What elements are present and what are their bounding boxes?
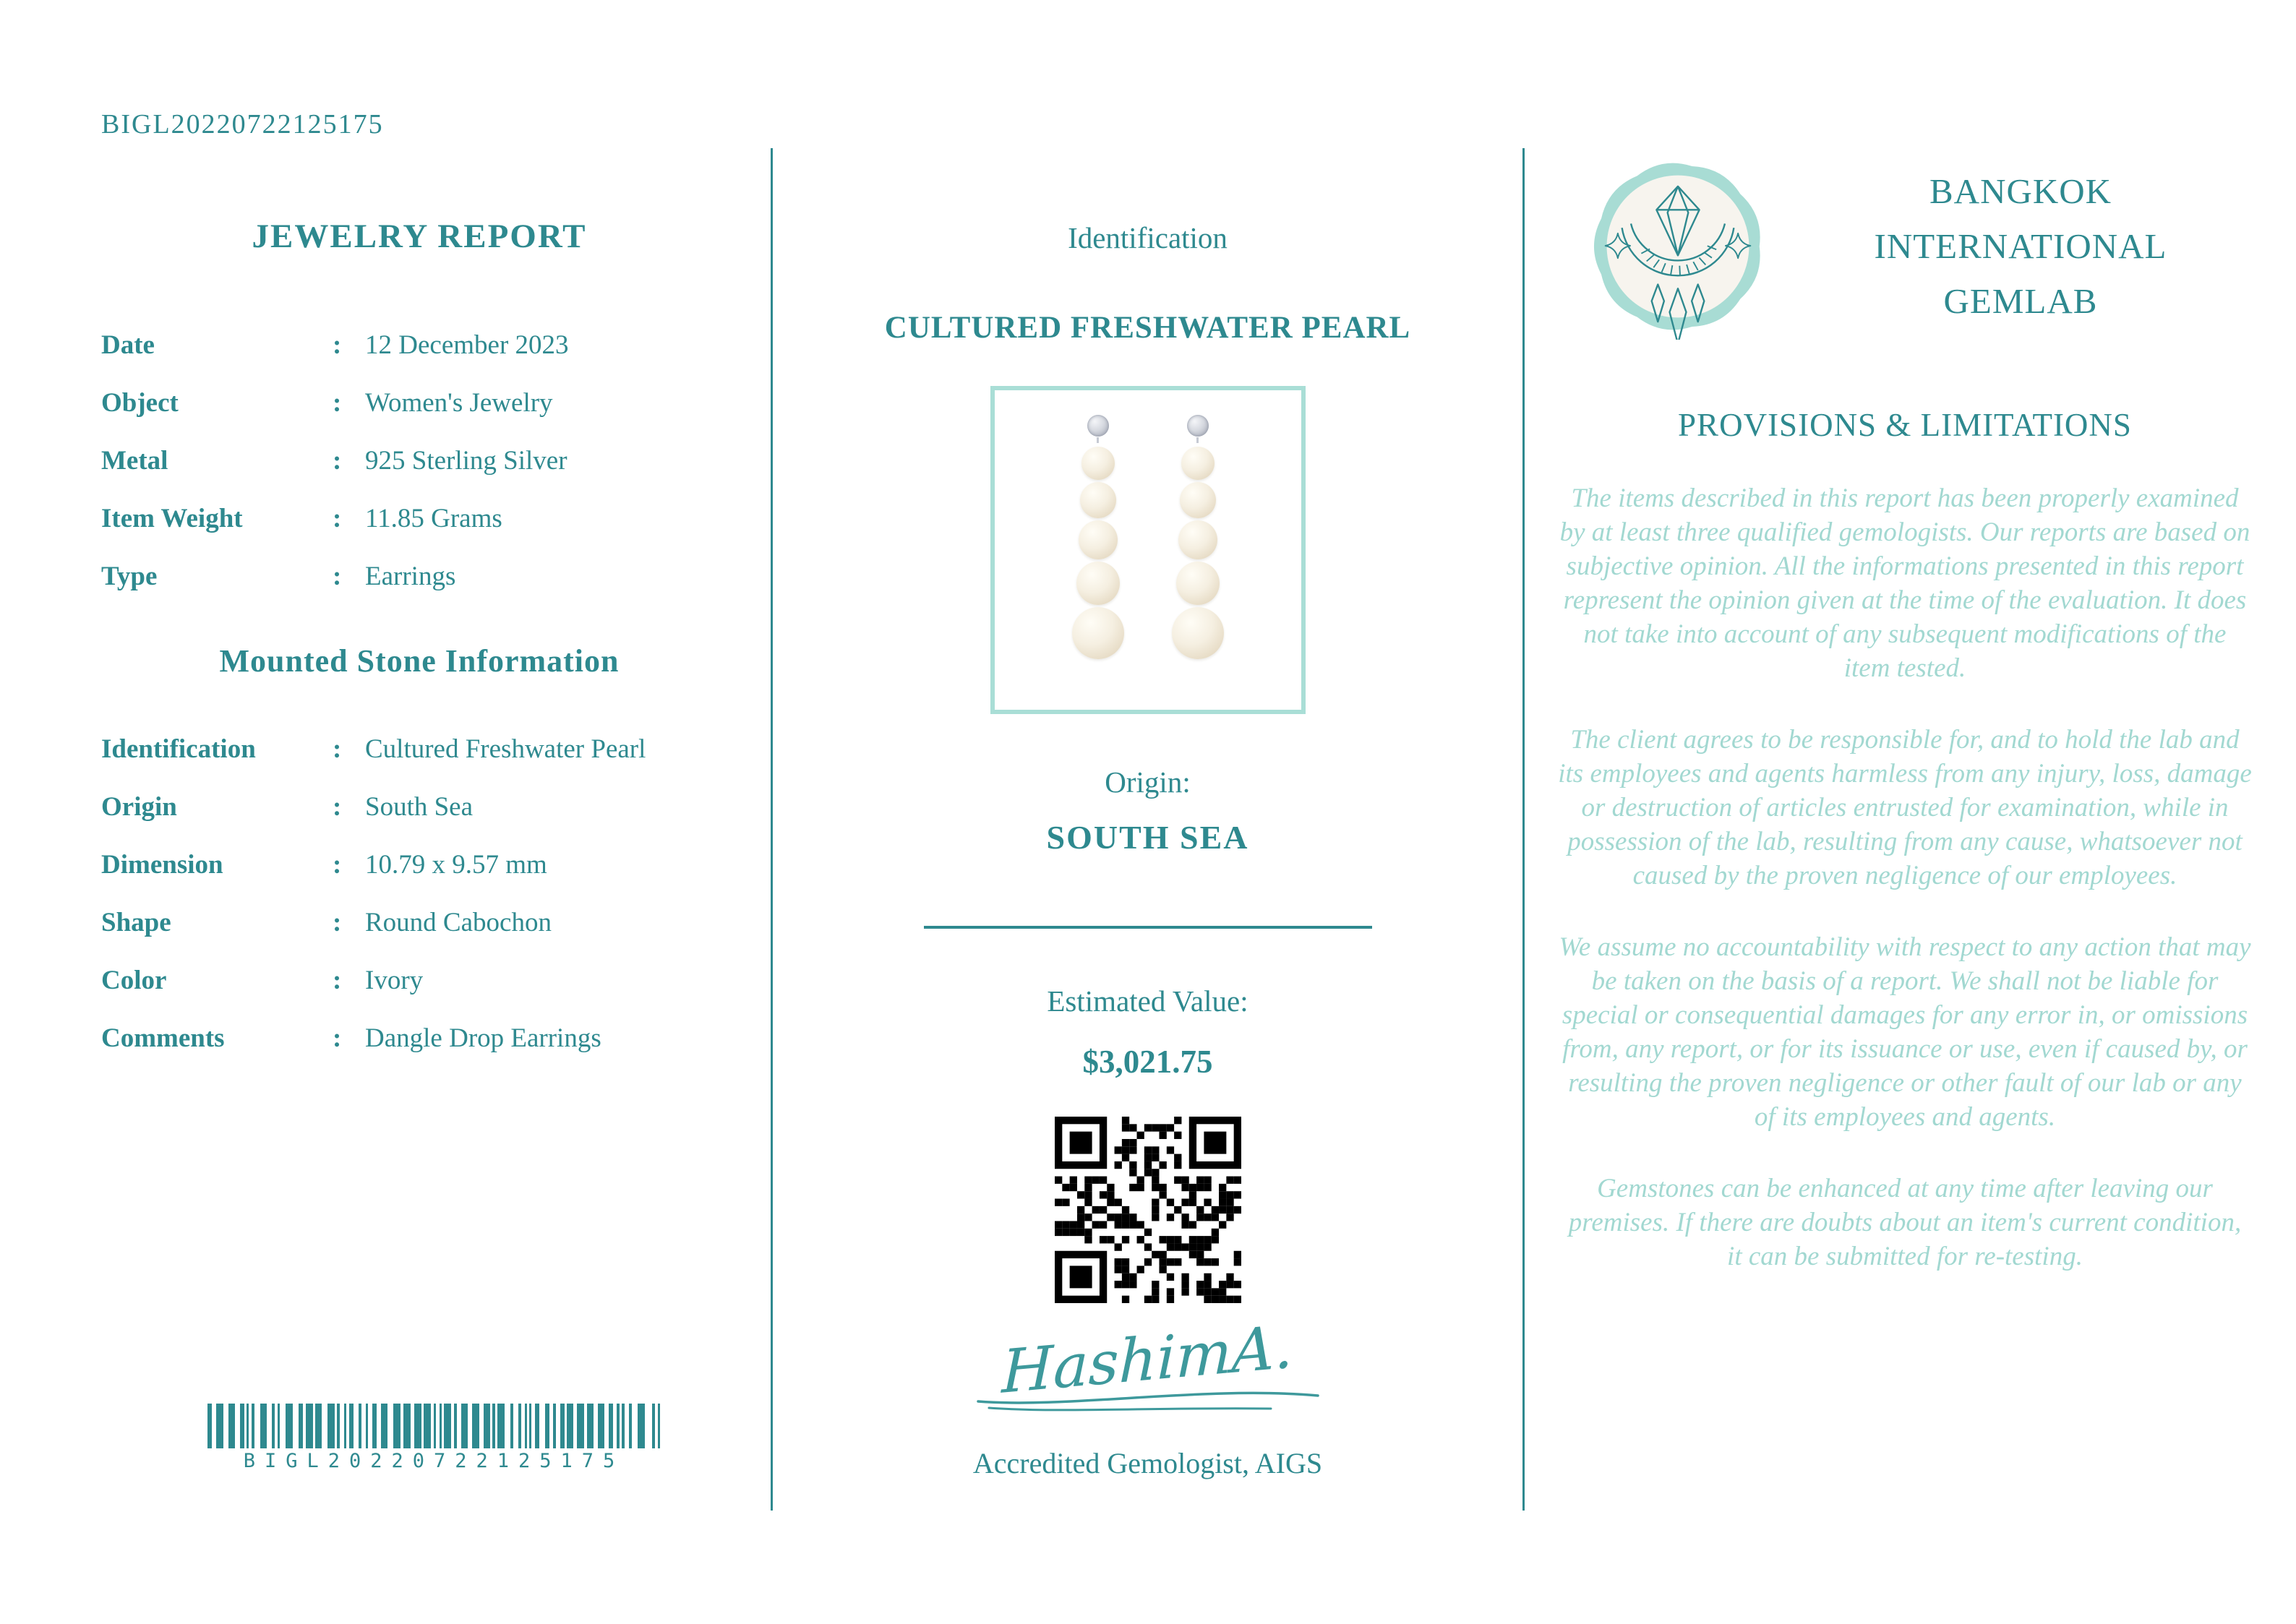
gemologist-signoff: Accredited Gemologist, AIGS (972, 1447, 1323, 1479)
jewelry-report-title: JEWELRY REPORT (252, 218, 587, 255)
provision-paragraph: Gemstones can be enhanced at any time after leaving our premises. If there are doubts about an item's current condition, it can be submitted for re-testing. (1568, 1174, 2242, 1271)
field-value: South Sea (365, 792, 474, 822)
lab-name-line: BANGKOK (1929, 171, 2112, 211)
field-label: Date (101, 330, 155, 360)
field-colon: : (333, 792, 342, 822)
field-value: Round Cabochon (365, 908, 552, 937)
field-label: Item Weight (101, 504, 243, 533)
field-value: Earrings (365, 562, 456, 591)
barcode-bars (206, 1404, 661, 1448)
field-label: Identification (101, 734, 256, 764)
field-colon: : (333, 966, 342, 995)
pearl (1072, 607, 1124, 659)
field-value: Women's Jewelry (365, 388, 553, 418)
provision-paragraph: The client agrees to be responsible for, and to hold the lab and its employees and agents harmless from any injury, loss, damage or destruction of articles entrusted for examination, while in possession of the lab, resulting from any cause, whatsoever not caused by the proven negligence of our employees. (1558, 725, 2252, 890)
mounted-stone-table (101, 736, 737, 1052)
pearl (1076, 562, 1120, 605)
field-label: Comments (101, 1023, 225, 1053)
table-row-object (101, 390, 737, 417)
report-number: BIGL20220722125175 (101, 109, 384, 139)
field-colon: : (333, 734, 342, 764)
field-value: 11.85 Grams (365, 504, 502, 533)
barcode (206, 1404, 661, 1472)
pearl (1176, 562, 1220, 605)
field-label: Color (101, 966, 167, 995)
lab-name (1771, 164, 2270, 329)
field-value: Cultured Freshwater Pearl (365, 734, 646, 764)
pearl (1178, 520, 1217, 559)
table-row-type (101, 563, 737, 590)
table-row-shape (101, 909, 737, 937)
field-label: Shape (101, 908, 171, 937)
pearl (1081, 447, 1115, 480)
column-divider-right (1522, 148, 1525, 1511)
earring-post (1097, 437, 1099, 443)
field-label: Object (101, 388, 179, 418)
table-row-metal (101, 447, 737, 475)
identification-section-label: Identification (1068, 221, 1228, 254)
field-value: 12 December 2023 (365, 330, 569, 360)
pearl (1180, 482, 1216, 518)
field-value: 925 Sterling Silver (365, 446, 567, 476)
table-row-item-weight (101, 505, 737, 533)
gemlab-logo-icon (1585, 153, 1771, 340)
lab-name-line: GEMLAB (1943, 281, 2098, 321)
field-label: Metal (101, 446, 168, 476)
pearl (1172, 607, 1224, 659)
field-value: Ivory (365, 966, 424, 995)
table-row-identification (101, 736, 737, 763)
provision-paragraph: We assume no accountability with respect to any action that may be taken on the basis of a report. We shall not be liable for special or consequential damages for any error in, or omissions from, any report, or for its issuance or use, even if caused by, or resulting the proven negligence or other fault of our lab or any of its employees and agents. (1559, 932, 2251, 1132)
pearl (1181, 447, 1215, 480)
field-value: 10.79 x 9.57 mm (365, 850, 547, 880)
table-row-origin (101, 794, 737, 821)
pearl-earring-left (1072, 415, 1124, 710)
pearl (1080, 482, 1116, 518)
field-colon: : (333, 1023, 342, 1053)
item-details-table (101, 332, 737, 590)
diamond-stud (1087, 415, 1109, 437)
lab-column (1540, 153, 2270, 1273)
gemologist-signature (774, 1313, 1522, 1442)
origin-value: SOUTH SEA (1046, 819, 1249, 856)
earring-post (1196, 437, 1199, 443)
provision-paragraph: The items described in this report has been properly examined by at least three qualified gemologists. Our reports are based on subjective opinion. All the informations presented in this report represent the opinion given at the time of the evaluation. It does not take into account of any subsequent modifications of the item tested. (1559, 484, 2250, 683)
qr-code (1055, 1117, 1241, 1303)
origin-label: Origin: (1105, 765, 1191, 799)
table-row-dimension (101, 851, 737, 879)
pearl-earring-right (1172, 415, 1224, 710)
identification-value: CULTURED FRESHWATER PEARL (884, 311, 1411, 345)
table-row-date (101, 332, 737, 359)
provisions-title: PROVISIONS & LIMITATIONS (1678, 407, 2132, 443)
field-colon: : (333, 388, 342, 418)
field-colon: : (333, 562, 342, 591)
field-value: Dangle Drop Earrings (365, 1023, 601, 1053)
pearl (1079, 520, 1118, 559)
field-label: Origin (101, 792, 177, 822)
estimated-value-label: Estimated Value: (1047, 984, 1248, 1018)
field-colon: : (333, 850, 342, 880)
field-colon: : (333, 908, 342, 937)
identification-column (774, 220, 1522, 1480)
column-divider-left (771, 148, 773, 1511)
lab-name-line: INTERNATIONAL (1874, 226, 2167, 266)
diamond-stud (1187, 415, 1209, 437)
table-row-comments (101, 1025, 737, 1052)
field-colon: : (333, 504, 342, 533)
estimated-value-amount: $3,021.75 (1082, 1044, 1213, 1080)
field-colon: : (333, 446, 342, 476)
field-colon: : (333, 330, 342, 360)
lab-header (1540, 153, 2270, 340)
jewelry-photo (990, 386, 1306, 714)
table-row-color (101, 967, 737, 994)
field-label: Type (101, 562, 158, 591)
report-details-column (101, 217, 737, 1083)
section-divider-line (924, 926, 1372, 929)
mounted-stone-title: Mounted Stone Information (219, 643, 620, 679)
barcode-text: BIGL20220722125175 (243, 1450, 625, 1472)
signature-script: HashimA. (1001, 1312, 1294, 1407)
field-label: Dimension (101, 850, 223, 880)
